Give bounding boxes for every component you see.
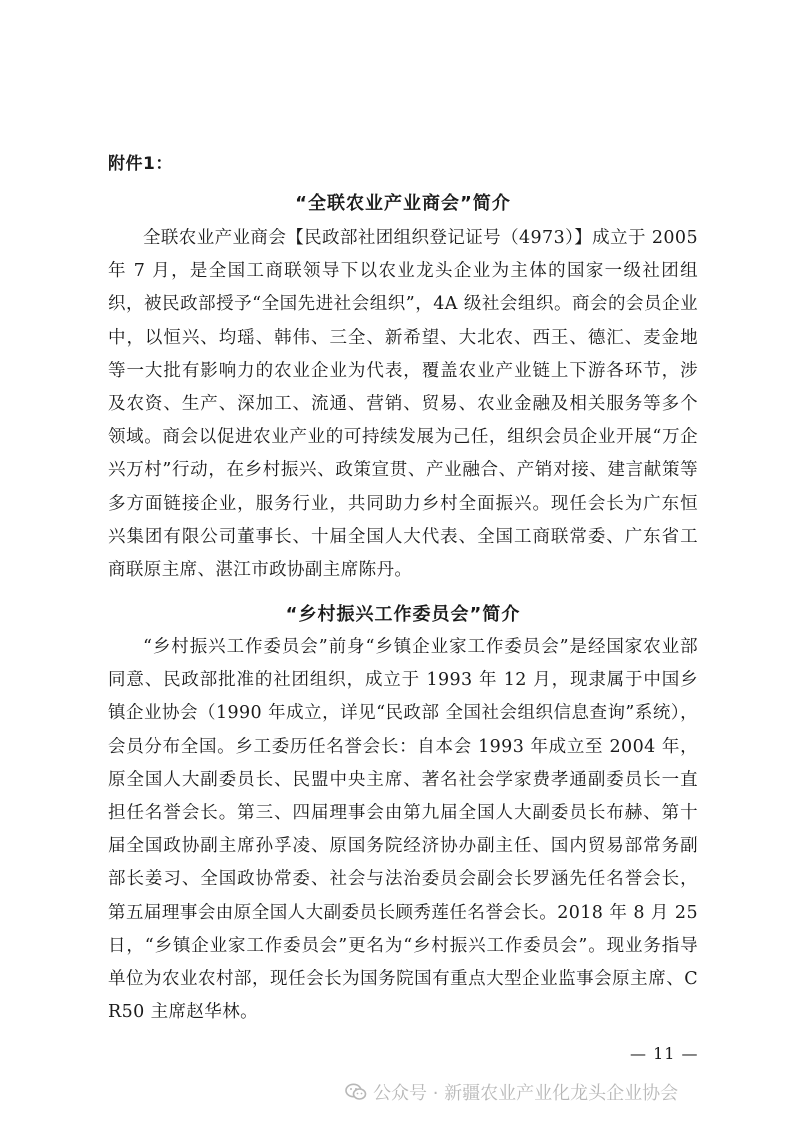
watermark: [345, 1079, 678, 1105]
section-body-chamber: 全联农业产业商会【民政部社团组织登记证号（4973）】成立于 2005 年 7 月，是全国工商联领导下以农业龙头企业为主体的国家一级社团组织，被民政部授予“全国先进社会组织”，4A 级社会组织。商会的会员企业中，以恒兴、均瑶、韩伟、三全、新希望、大北农、西王、德汇、麦金地等一大批有影响力的农业企业为代表，覆盖农业产业链上下游各环节，涉及农资、生产、深加工、流通、营销、贸易、农业金融及相关服务等多个领域。商会以促进农业产业的可持续发展为己任，组织会员企业开展“万企兴万村”行动，在乡村振兴、政策宣贯、产业融合、产销对接、建言献策等多方面链接企业，服务行业，共同助力乡村全面振兴。现任会长为广东恒兴集团有限公司董事长、十届全国人大代表、全国工商联常委、广东省工商联原主席、湛江市政协副主席陈丹。: [108, 228, 698, 581]
section-body-rural-committee: “乡村振兴工作委员会”前身“乡镇企业家工作委员会”是经国家农业部同意、民政部批准的社团组织，成立于 1993 年 12 月，现隶属于中国乡镇企业协会（1990 年成立，详见“民政部 全国社会组织信息查询”系统），会员分布全国。乡工委历任名誉会长：自本会 1993 年成立至 2004 年，原全国人大副委员长、民盟中央主席、著名社会学家费孝通副委员长一直担任名誉会长。第三、四届理事会由第九届全国人大副委员长布赫、第十届全国政协副主席孙孚凌、原国务院经济协办副主任、国内贸易部常务副部长姜习、全国政协常委、社会与法治委员会副会长罗涵先任名誉会长，第五届理事会由原全国人大副委员长顾秀莲任名誉会长。2018 年 8 月 25 日，“乡镇企业家工作委员会”更名为“乡村振兴工作委员会”。现业务指导单位为农业农村部，现任会长为国务院国有重点大型企业监事会原主席、CR50 主席赵华林。: [108, 637, 698, 1023]
section-title-rural-committee: “乡村振兴工作委员会”简介: [285, 604, 521, 625]
attachment-label: 附件1：: [108, 154, 173, 174]
section-title-chamber: “全联农业产业商会”简介: [295, 193, 511, 214]
watermark-text: 公众号 · 新疆农业产业化龙头企业协会: [373, 1083, 679, 1104]
wechat-icon: [345, 1083, 367, 1101]
page-number: — 11 —: [630, 1044, 699, 1063]
